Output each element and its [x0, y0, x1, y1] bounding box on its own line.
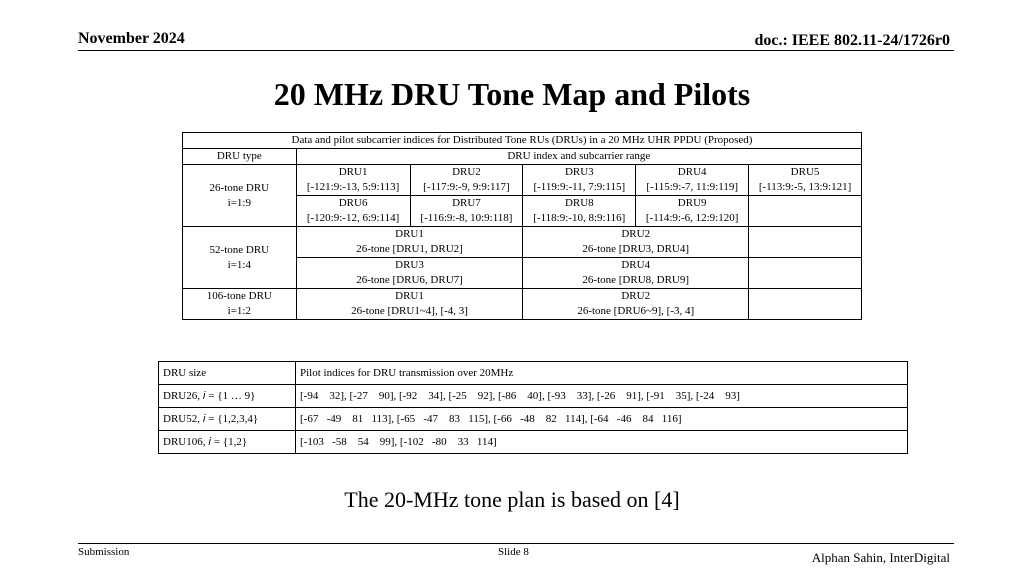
table-cell: [-114:9:-6, 12:9:120] — [636, 211, 749, 227]
table-cell: 26-tone [DRU1~4], [-4, 3] — [296, 304, 523, 320]
footer-submission: Submission — [78, 546, 130, 558]
table-cell: [-113:9:-5, 13:9:121] — [749, 180, 862, 196]
table-cell: [-103 -58 54 99], [-102 -80 33 114] — [296, 431, 908, 454]
tone-map-table — [182, 132, 862, 320]
table-cell: DRU4 — [523, 258, 749, 274]
empty-cell — [749, 258, 862, 289]
col-header-index: DRU index and subcarrier range — [296, 149, 861, 165]
dru52-type-cell — [183, 227, 297, 289]
table-row — [183, 289, 862, 305]
table-cell: 26-tone [DRU1, DRU2] — [296, 242, 523, 258]
table-caption: Data and pilot subcarrier indices for Distributed Tone RUs (DRUs) in a 20 MHz UHR PPDU (Proposed) — [183, 133, 862, 149]
table-row — [159, 431, 908, 454]
dru106-range-label: i=1:2 — [227, 305, 251, 317]
table-cell: [-67 -49 81 113], [-65 -47 83 115], [-66 -48 82 114], [-64 -46 84 116] — [296, 408, 908, 431]
table-cell: [-121:9:-13, 5:9:113] — [296, 180, 410, 196]
table-cell: 26-tone [DRU6, DRU7] — [296, 273, 523, 289]
dru106-label: 106-tone DRU — [206, 290, 272, 302]
dru26-type-cell — [183, 165, 297, 227]
table-cell: [-120:9:-12, 6:9:114] — [296, 211, 410, 227]
table-cell: DRU2 — [523, 289, 749, 305]
col-header-type: DRU type — [183, 149, 297, 165]
dru52-label: 52-tone DRU — [209, 243, 270, 256]
table-cell: [-115:9:-7, 11:9:119] — [636, 180, 749, 196]
table-cell: DRU26, 𝑖 = {1 … 9} — [159, 385, 296, 408]
dru106-type-cell — [183, 289, 297, 320]
header-divider — [78, 50, 954, 51]
table-cell: 26-tone [DRU8, DRU9] — [523, 273, 749, 289]
col-header-pilot-indices: Pilot indices for DRU transmission over 20MHz — [296, 362, 908, 385]
table-cell: DRU2 — [410, 165, 523, 181]
table-cell: DRU52, 𝑖 = {1,2,3,4} — [159, 408, 296, 431]
table-cell: DRU8 — [523, 196, 636, 212]
table-cell: [-117:9:-9, 9:9:117] — [410, 180, 523, 196]
table-row — [183, 165, 862, 181]
slide-title: 20 MHz DRU Tone Map and Pilots — [273, 76, 751, 112]
table-cell: DRU9 — [636, 196, 749, 212]
table-cell: DRU2 — [523, 227, 749, 243]
table-cell: DRU1 — [296, 165, 410, 181]
slide-number: Slide 8 — [498, 546, 529, 558]
table-header-row — [183, 149, 862, 165]
table-cell: DRU4 — [636, 165, 749, 181]
table-cell: [-119:9:-11, 7:9:115] — [523, 180, 636, 196]
tone-plan-note: The 20-MHz tone plan is based on [4] — [344, 487, 680, 512]
table-cell: 26-tone [DRU6~9], [-3, 4] — [523, 304, 749, 320]
table-row — [159, 408, 908, 431]
empty-cell — [749, 227, 862, 258]
dru26-range-label: i=1:9 — [227, 196, 251, 209]
table-cell: DRU3 — [523, 165, 636, 181]
table-cell: DRU1 — [296, 227, 523, 243]
col-header-dru-size: DRU size — [159, 362, 296, 385]
table-cell: [-116:9:-8, 10:9:118] — [410, 211, 523, 227]
table-cell: DRU5 — [749, 165, 862, 181]
table-cell: [-94 32], [-27 90], [-92 34], [-25 92], [-86 40], [-93 33], [-26 91], [-91 35], [-24 93] — [296, 385, 908, 408]
table-row — [183, 227, 862, 243]
table-caption-row — [183, 133, 862, 149]
footer-author: Alphan Sahin, InterDigital — [811, 550, 950, 565]
table-cell: 26-tone [DRU3, DRU4] — [523, 242, 749, 258]
table-cell: [-118:9:-10, 8:9:116] — [523, 211, 636, 227]
footer-divider — [78, 543, 954, 544]
empty-cell — [749, 289, 862, 320]
empty-cell — [749, 196, 862, 227]
table-cell: DRU1 — [296, 289, 523, 305]
table-header-row — [159, 362, 908, 385]
header-date: November 2024 — [78, 30, 185, 47]
header-doc-id: doc.: IEEE 802.11-24/1726r0 — [754, 32, 950, 49]
dru52-range-label: i=1:4 — [227, 258, 251, 271]
dru26-label: 26-tone DRU — [209, 181, 270, 194]
table-cell: DRU7 — [410, 196, 523, 212]
table-cell: DRU3 — [296, 258, 523, 274]
table-row — [159, 385, 908, 408]
pilot-indices-table — [158, 361, 908, 454]
table-cell: DRU106, 𝑖 = {1,2} — [159, 431, 296, 454]
table-cell: DRU6 — [296, 196, 410, 212]
